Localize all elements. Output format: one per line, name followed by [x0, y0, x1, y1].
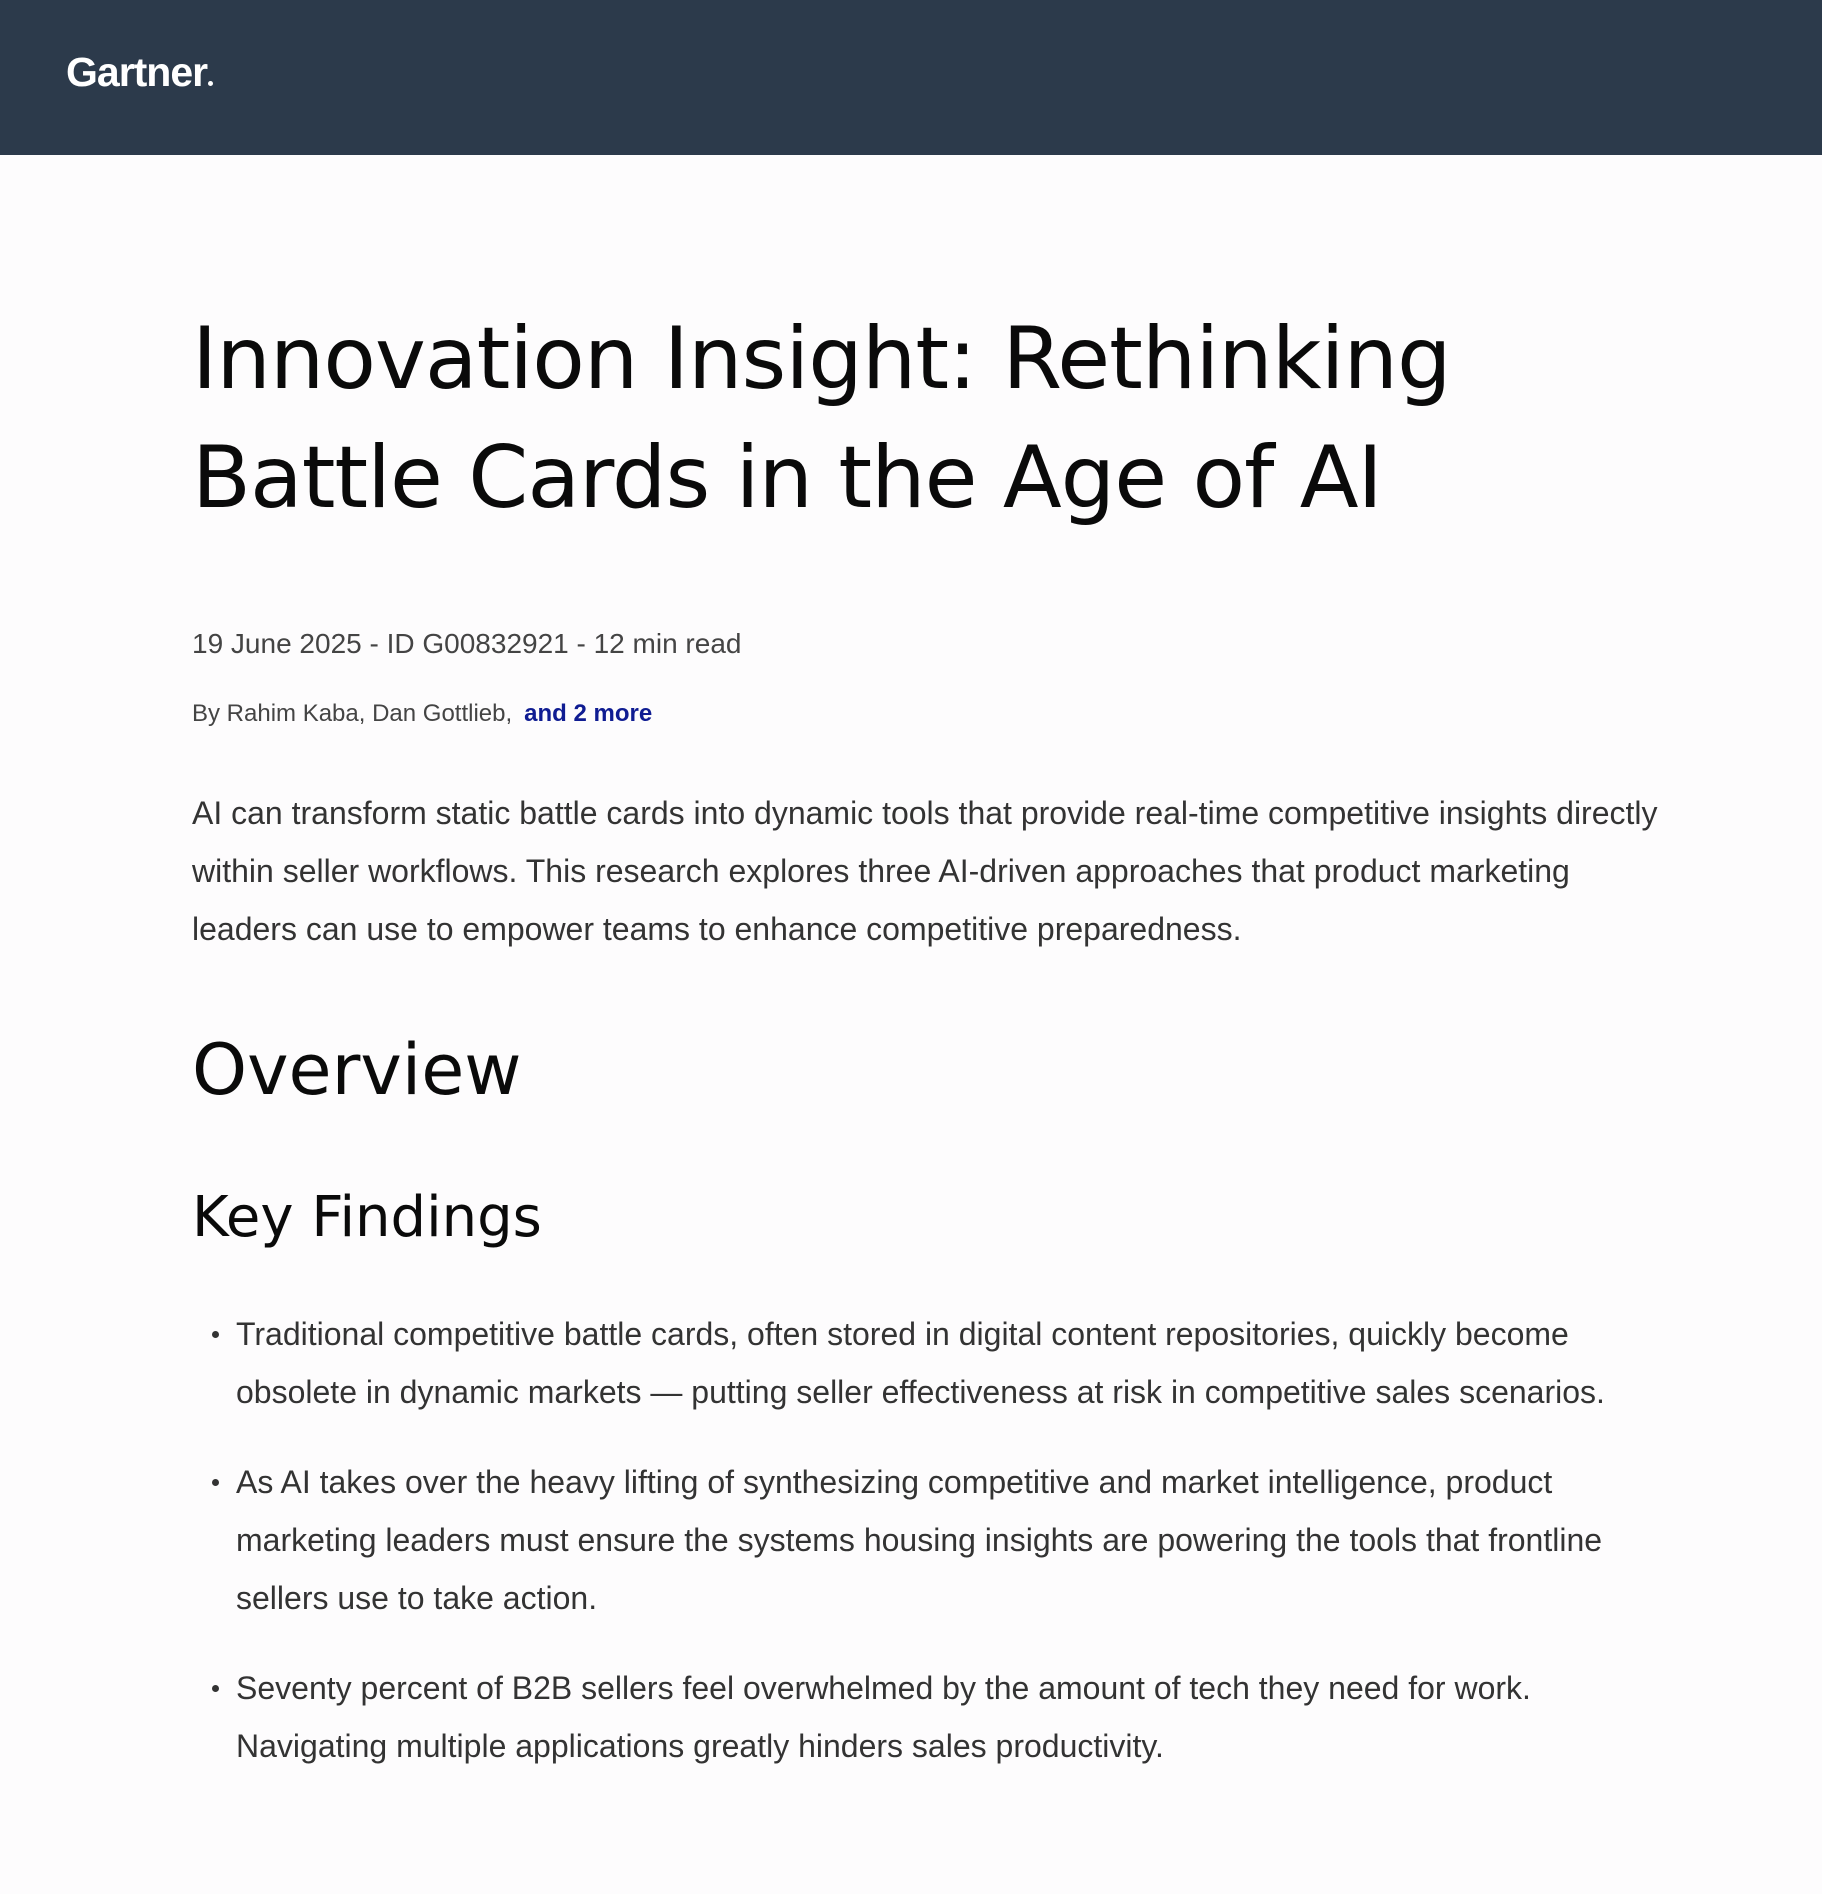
gartner-logo[interactable]: [66, 49, 213, 95]
finding-text: Traditional competitive battle cards, often stored in digital content repositories, quickly become obsolete in dynamic markets — putting seller effectiveness at risk in competitive sales scenarios.: [236, 1315, 1605, 1410]
overview-heading: Overview: [192, 1029, 522, 1111]
byline-authors: By Rahim Kaba, Dan Gottlieb,: [192, 700, 513, 727]
bullet-icon: [212, 1685, 219, 1692]
more-authors-link[interactable]: and 2 more: [524, 700, 653, 727]
finding-text: Seventy percent of B2B sellers feel overwhelmed by the amount of tech they need for work. Navigating multiple applications greatly hinders sales productivity.: [236, 1669, 1531, 1764]
article-content: [192, 300, 1672, 1807]
byline: [192, 702, 1672, 726]
key-findings-list: [192, 1305, 1672, 1775]
list-item: [192, 1659, 1672, 1775]
bullet-icon: [212, 1479, 219, 1486]
top-header-bar: [0, 0, 1822, 155]
article-summary: AI can transform static battle cards into dynamic tools that provide real-time competitive insights directly within seller workflows. This research explores three AI-driven approaches that product marketing leaders can use to empower teams to enhance competitive preparedness.: [192, 795, 1658, 947]
logo-dot: [208, 81, 213, 86]
list-item: [192, 1305, 1672, 1421]
bullet-icon: [212, 1331, 219, 1338]
key-findings-heading: Key Findings: [192, 1185, 542, 1250]
article-meta: 19 June 2025 - ID G00832921 - 12 min read: [192, 628, 742, 659]
page-title: Innovation Insight: Rethinking Battle Cards in the Age of AI: [192, 309, 1451, 528]
list-item: [192, 1453, 1672, 1627]
logo-text: Gartner: [66, 49, 208, 95]
finding-text: As AI takes over the heavy lifting of synthesizing competitive and market intelligence, product marketing leaders must ensure the systems housing insights are powering the tools that frontline sellers use to take action.: [236, 1463, 1603, 1616]
